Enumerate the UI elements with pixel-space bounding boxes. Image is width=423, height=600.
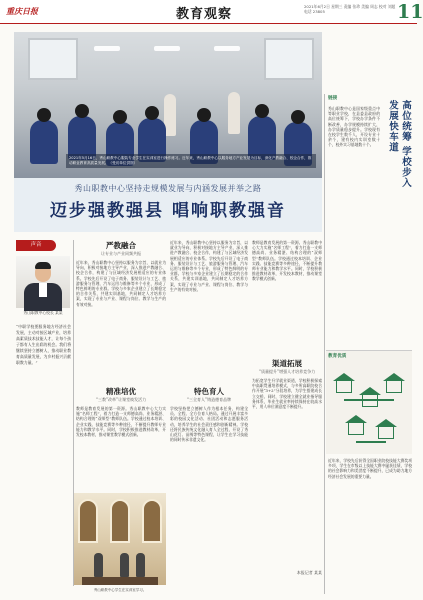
section-subheading: “质量提升”增强人才培养竞争力 xyxy=(258,369,316,374)
sidebar-voice xyxy=(14,240,72,580)
column-divider xyxy=(324,94,325,594)
subheadline: 秀山职教中心坚持走规模发展与内涵发展并举之路 xyxy=(74,184,262,193)
page-header xyxy=(0,0,423,24)
section-body: 近年来，秀山职教中心坚持以服务为宗旨，以就业为导向，积极对接地方主导产业，深入推进产教融合、校企合作，构建了与区域经济发展相适应的专业体系。学校先后开设了电子商务、服装设计与工艺、旅游服务与管理、汽车运用与维修等多个专业，形成了特色鲜明的专业群。学校与多家企业建立了长期稳定的合作关系，共建实训基地，共同制定人才培养方案，实现了专业与产业、课程与岗位、教学与生产的有效对接。 xyxy=(76,260,166,307)
masthead: 重庆日报 xyxy=(6,6,38,16)
classroom-photo xyxy=(14,32,322,178)
vertical-title-line: 发展快车道 xyxy=(387,100,398,153)
house-icon xyxy=(348,423,364,435)
student xyxy=(30,120,58,164)
issue-meta: 2021年6月2日 星期三 责编 张珍 美编 周志 校对 刘超 电话 23805 xyxy=(304,4,396,14)
headline-band xyxy=(14,178,322,232)
link-tag: 链接 xyxy=(328,96,338,101)
voice-tag: 声音 xyxy=(16,240,56,251)
section-subheading: “三全育人”铸造德育品牌 xyxy=(186,397,232,402)
house-icon xyxy=(336,381,352,393)
house-icon xyxy=(378,427,394,439)
ceiling-light xyxy=(154,46,180,51)
portrait-photo xyxy=(16,256,70,308)
section-heading: 严教融合 xyxy=(106,241,136,250)
article-column-1 xyxy=(76,240,166,496)
photo-caption: 2021年5月16日，秀山职教中心服装专业学生在实训室进行操作练习。近年来，秀山职教中心以服务地方产业发展为目标，深化产教融合、校企合作，推动职业教育高质量发展。（受访单位供图） xyxy=(66,154,316,168)
vertical-title-line: 高位统筹 学校步入 xyxy=(400,100,411,189)
section-title: 教育观察 xyxy=(176,7,233,22)
photo2-caption: 秀山职教中心学生在实训室学习。 xyxy=(93,588,147,592)
mannequin xyxy=(228,92,240,134)
article-column-2 xyxy=(170,240,248,582)
education-graphic xyxy=(326,350,412,454)
vertical-title xyxy=(382,100,412,250)
window xyxy=(264,38,314,80)
training-room-photo xyxy=(74,493,166,585)
page-number: 11 xyxy=(397,1,423,23)
right-body-top: 秀山职教中心是国家级重点中等职业学校，在县委县政府的高位统筹下，学校办学条件不断改善，办学规模持续扩大，办学质量稳步提升。学校现有在校学生数千人，开设专业十余个，建有校内实训室数十个，校外实习基地数十个。 xyxy=(328,106,380,148)
article-column-3 xyxy=(252,240,322,576)
section-body: 教师是教育发展的第一资源。秀山职教中心大力实施“名师工程”，着力打造一支师德高尚、业务精湛、结构合理的“双师型”教师队伍。学校通过校本培训、企业实践、技能竞赛等多种途径，不断提升教师专业能力和教学水平。同时，学校积极推进教材改革，开发校本教材，推动课堂教学模式创新。 xyxy=(76,406,166,438)
section-body-cont: 近年来，秀山职教中心坚持以服务为宗旨，以就业为导向，积极对接地方主导产业，深入推进产教融合、校企合作，构建了与区域经济发展相适应的专业体系。学校先后开设了电子商务、服装设计与工艺、旅游服务与管理、汽车运用与维修等多个专业，形成了特色鲜明的专业群。学校与多家企业建立了长期稳定的合作关系，共建实训基地，共同制定人才培养方案，实现了专业与产业、课程与岗位、教学与生产的有效对接。 xyxy=(170,240,248,292)
right-body-bottom: 近年来，学校先后获得全国职业院校技能大赛奖项多项，学生在市级以上技能大赛中屡获佳绩，学校的社会影响力和美誉度不断提升，已成为助力地方经济社会发展的重要力量。 xyxy=(328,458,412,479)
house-icon xyxy=(362,395,378,407)
connector-line xyxy=(344,399,394,401)
section-heading: 精准培优 xyxy=(106,387,136,396)
section-body-cont: 教师是教育发展的第一资源。秀山职教中心大力实施“名师工程”，着力打造一支师德高尚、业务精湛、结构合理的“双师型”教师队伍。学校通过校本培训、企业实践、技能竞赛等多种途径，不断提升教师专业能力和教学水平。同时，学校积极推进教材改革，开发校本教材，推动课堂教学模式创新。 xyxy=(252,240,322,282)
section-heading: 特色育人 xyxy=(194,387,224,396)
headline: 迈步强教强县 唱响职教强音 xyxy=(50,201,286,221)
connector-line xyxy=(356,441,386,443)
sidebar-quote: “中职学校要服务地方经济社会发展，主动对接区域产业，培养高素质技术技能人才，让每个孩子都有人生出彩的机会。我们将继续坚持立德树人，推动职业教育高质量发展，为乡村振兴贡献职教力量。” xyxy=(16,324,71,365)
portrait-caption: 秀山职教中心校长 某某 xyxy=(23,310,63,315)
section-subheading: “三教”改革”让课堂焕发活力 xyxy=(95,397,147,402)
byline: 本报记者 某某 xyxy=(296,570,322,575)
section-subheading: 让专业与产业同频共振 xyxy=(101,251,141,256)
house-icon xyxy=(386,381,402,393)
ceiling-light xyxy=(214,46,240,51)
ceiling-light xyxy=(94,46,120,51)
window xyxy=(28,38,78,80)
graphic-caption: 教育优质 xyxy=(328,354,347,359)
section-body: 为拓宽学生升学就业渠道，学校积极探索中高职贯通培养模式，与多所高职院校合作开展“3+2”分段培养，为学生搭建成长立交桥。同时，学校建立健全就业指导服务体系，毕业生就业率持续保持在较高水平，用人单位满意度不断提升。 xyxy=(252,378,322,410)
section-heading: 渠道拓展 xyxy=(272,359,302,368)
section-body: 学校坚持把立德树人作为根本任务，构建全员、全程、全方位育人格局。通过开展丰富多彩的校园文化活动、社团活动和志愿服务活动，培养学生的社会责任感和创新精神。学校还将民族传统文化融入育人全过程，开设了秀山花灯、苗绣等特色课程，让学生在学习技能的同时传承非遗文化。 xyxy=(170,406,248,443)
